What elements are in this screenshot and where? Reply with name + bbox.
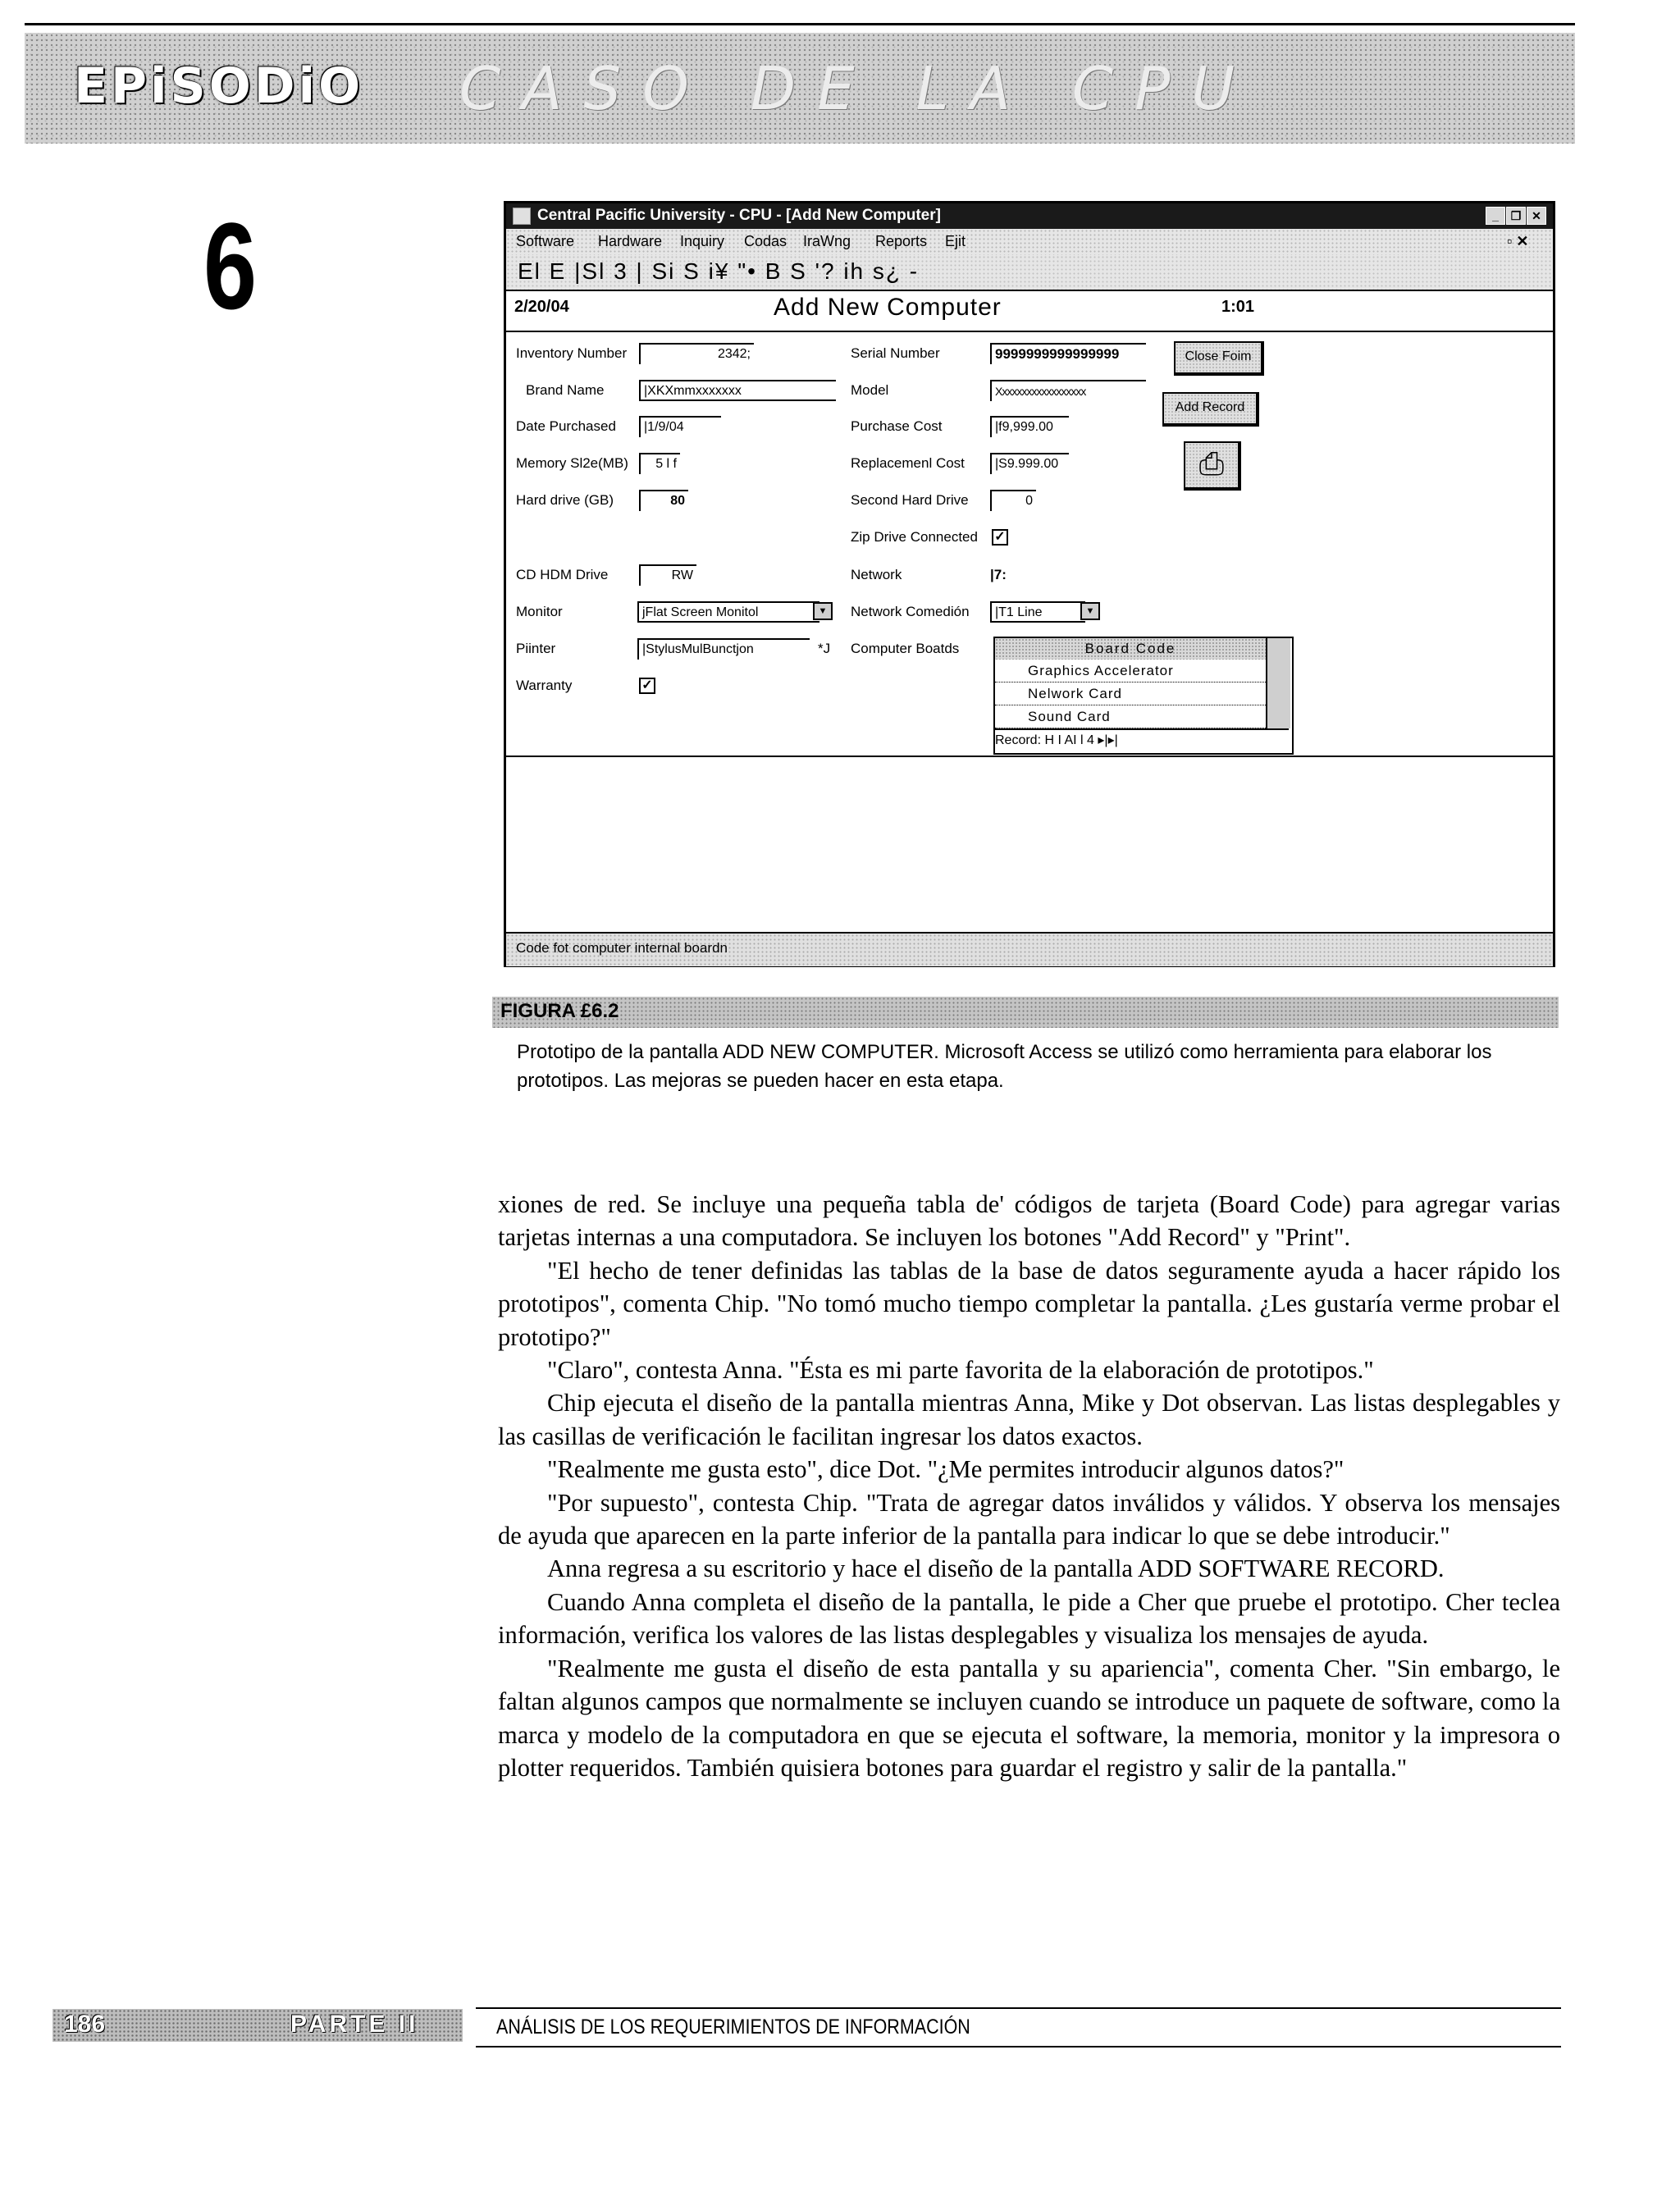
network-label: Network [851, 567, 902, 582]
inventory-number-label: Inventory Number [516, 345, 628, 361]
figure-label: FIGURA £6.2 [500, 1000, 619, 1022]
board-code-row[interactable]: Nelwork Card [995, 682, 1266, 705]
body-paragraph: Chip ejecuta el diseño de la pantalla mientras Anna, Mike y Dot observan. Las listas desplegables y las casillas de verificación le facilitan ingresar los datos exactos. [498, 1389, 1560, 1450]
page-number: 186 [64, 2011, 106, 2038]
date-purchased-label: Date Purchased [516, 418, 616, 434]
memory-size-field[interactable]: 5 l f [639, 453, 680, 474]
network-connection-field[interactable]: |T1 Line [990, 601, 1085, 623]
network-connection-dropdown-icon[interactable]: ▼ [1080, 602, 1100, 620]
printer-dropdown-icon[interactable]: *J [818, 641, 831, 656]
menu-hardware[interactable]: Hardware [598, 233, 663, 249]
brand-name-field[interactable]: |XKXmmxxxxxxx [639, 380, 836, 401]
board-code-header: Board Code [995, 638, 1266, 660]
monitor-field[interactable]: jFlat Screen Monitol [637, 601, 819, 623]
episode-label: EPiSODiO [74, 57, 364, 115]
form-bottom-divider [506, 756, 1553, 757]
close-icon[interactable]: ✕ [1527, 207, 1546, 225]
board-code-row[interactable]: Sound Card [995, 705, 1266, 728]
body-paragraph: Cuando Anna completa el diseño de la pantalla, le pide a Cher que pruebe el prototipo. Cher teclea información, verifica los valores de las listas desplegables y visualiza los mensajes de ayuda. [498, 1587, 1560, 1650]
menubar [506, 229, 1553, 255]
status-bar [506, 932, 1553, 966]
figure-label-band [492, 997, 1559, 1028]
menu-codes[interactable]: Codas [744, 233, 788, 249]
second-hard-drive-field[interactable]: 0 [990, 490, 1036, 511]
serial-number-label: Serial Number [851, 345, 940, 361]
hard-drive-field[interactable]: 80 [639, 490, 688, 511]
body-paragraph: xiones de red. Se incluye una pequeña tabla de' códigos de tarjeta (Board Code) para agregar varias tarjetas internas a una computadora. Se incluyen los botones "Add Record" y "Print". [498, 1190, 1560, 1252]
form-divider [506, 331, 1553, 332]
replacement-cost-field[interactable]: |S9.999.00 [990, 453, 1069, 474]
warranty-checkbox[interactable]: ✓ [639, 678, 655, 694]
body-paragraph: Anna regresa a su escritorio y hace el diseño de la pantalla ADD SOFTWARE RECORD. [547, 1554, 1445, 1583]
zip-drive-label: Zip Drive Connected [851, 529, 978, 545]
app-icon [513, 208, 531, 225]
episode-number: 6 [203, 197, 258, 335]
serial-number-field[interactable]: 9999999999999999 [990, 343, 1146, 364]
inventory-number-field[interactable]: 2342; [639, 343, 754, 364]
footer-rule [476, 2046, 1561, 2048]
network-connection-label: Network Comedión [851, 604, 970, 619]
second-hard-drive-label: Second Hard Drive [851, 492, 969, 508]
body-paragraph: "Realmente me gusta esto", dice Dot. "¿Me permites introducir algunos datos?" [547, 1455, 1344, 1484]
brand-name-label: Brand Name [526, 382, 605, 398]
case-title: CASO DE LA CPU [459, 54, 1257, 123]
menu-reports[interactable]: Reports [875, 233, 928, 249]
board-code-row[interactable]: Graphics Accelerator [995, 660, 1266, 682]
cd-rom-label: CD HDM Drive [516, 567, 609, 582]
status-text: Code fot computer internal boardn [516, 940, 728, 956]
zip-drive-checkbox[interactable]: ✓ [992, 529, 1008, 546]
menu-training[interactable]: IraWng [803, 233, 851, 249]
body-paragraph: "Claro", contesta Anna. "Ésta es mi parte favorita de la elaboración de prototipos." [547, 1356, 1374, 1385]
monitor-label: Monitor [516, 604, 563, 619]
add-record-button[interactable]: Add Record [1162, 392, 1259, 427]
menu-inquiry[interactable]: Inquiry [680, 233, 725, 249]
form-title: Add New Computer [774, 294, 1002, 321]
network-field[interactable]: |7: [990, 567, 1007, 582]
board-code-scrollbar[interactable] [1266, 638, 1290, 728]
body-paragraph: "El hecho de tener definidas las tablas de la base de datos seguramente ayuda a hacer rápido los prototipos", comenta Chip. "No tomó mucho tiempo completar la pantalla. ¿Les gustaría verme probar el prototipo?" [498, 1256, 1560, 1351]
menu-software[interactable]: Software [516, 233, 575, 249]
model-field[interactable]: Xxxxxxxxxxxxxxxxxx [990, 380, 1146, 401]
purchase-cost-field[interactable]: |f9,999.00 [990, 416, 1069, 437]
window-titlebar [506, 203, 1553, 229]
monitor-dropdown-icon[interactable]: ▼ [813, 602, 833, 620]
printer-icon: ⎙ [1198, 447, 1225, 482]
footer-section-title: ANÁLISIS DE LOS REQUERIMIENTOS DE INFORMACIÓN [496, 2016, 970, 2038]
footer-rule [476, 2007, 1561, 2009]
part-label: PARTE II [290, 2011, 419, 2038]
warranty-label: Warranty [516, 678, 573, 693]
print-button[interactable] [1184, 441, 1241, 491]
close-form-button[interactable]: Close Foim [1174, 341, 1264, 376]
record-navigator[interactable]: Record: H I AI l 4 ▸|▸| [995, 728, 1289, 753]
printer-label: Piinter [516, 641, 556, 656]
body-paragraph: "Por supuesto", contesta Chip. "Trata de agregar datos inválidos y válidos. Y observa los mensajes de ayuda que aparecen en la parte inferior de la pantalla para indicar lo que se debe introducir." [498, 1488, 1560, 1550]
computer-boards-label: Computer Boatds [851, 641, 960, 656]
toolbar-icons[interactable]: El E |Sl 3 | Si S i¥ "• B S '? ih s¿ - [518, 258, 920, 284]
restore-icon[interactable]: ❐ [1506, 207, 1526, 225]
form-date: 2/20/04 [514, 298, 569, 316]
toolbar [506, 255, 1553, 291]
figure-caption: Prototipo de la pantalla ADD NEW COMPUTER. Microsoft Access se utilizó como herramienta para elaborar los prototipos. Las mejoras se pueden hacer en esta etapa. [517, 1041, 1492, 1092]
replacement-cost-label: Replacemenl Cost [851, 455, 965, 471]
access-window [504, 201, 1555, 967]
window-title: Central Pacific University - CPU - [Add New Computer] [537, 207, 941, 224]
hard-drive-label: Hard drive (GB) [516, 492, 614, 508]
menu-exit[interactable]: Ejit [945, 233, 966, 249]
mdi-restore-icon[interactable]: ▫ ✕ [1507, 233, 1529, 249]
body-paragraph: "Realmente me gusta el diseño de esta pantalla y su apariencia", comenta Cher. "Sin embargo, le faltan algunos campos que normalmente se incluyen cuando se introduce un paquete de software, como la marca y modelo de la computadora en que se ejecuta el software, la memoria, monitor y la impresora o plotter requeridos. También quisiera botones para guardar el registro y salir de la pantalla." [498, 1654, 1560, 1782]
footer-band [52, 2009, 463, 2042]
board-code-subform [993, 637, 1294, 755]
date-purchased-field[interactable]: |1/9/04 [639, 416, 721, 437]
top-rule [25, 23, 1575, 25]
cd-rom-field[interactable]: RW [639, 564, 696, 586]
minimize-icon[interactable]: _ [1486, 207, 1505, 225]
printer-field[interactable]: |StylusMulBunctjon [637, 638, 810, 660]
purchase-cost-label: Purchase Cost [851, 418, 943, 434]
form-time: 1:01 [1221, 298, 1255, 316]
memory-size-label: Memory Sl2e(MB) [516, 455, 628, 471]
model-label: Model [851, 382, 889, 398]
body-text [498, 1188, 1560, 1784]
